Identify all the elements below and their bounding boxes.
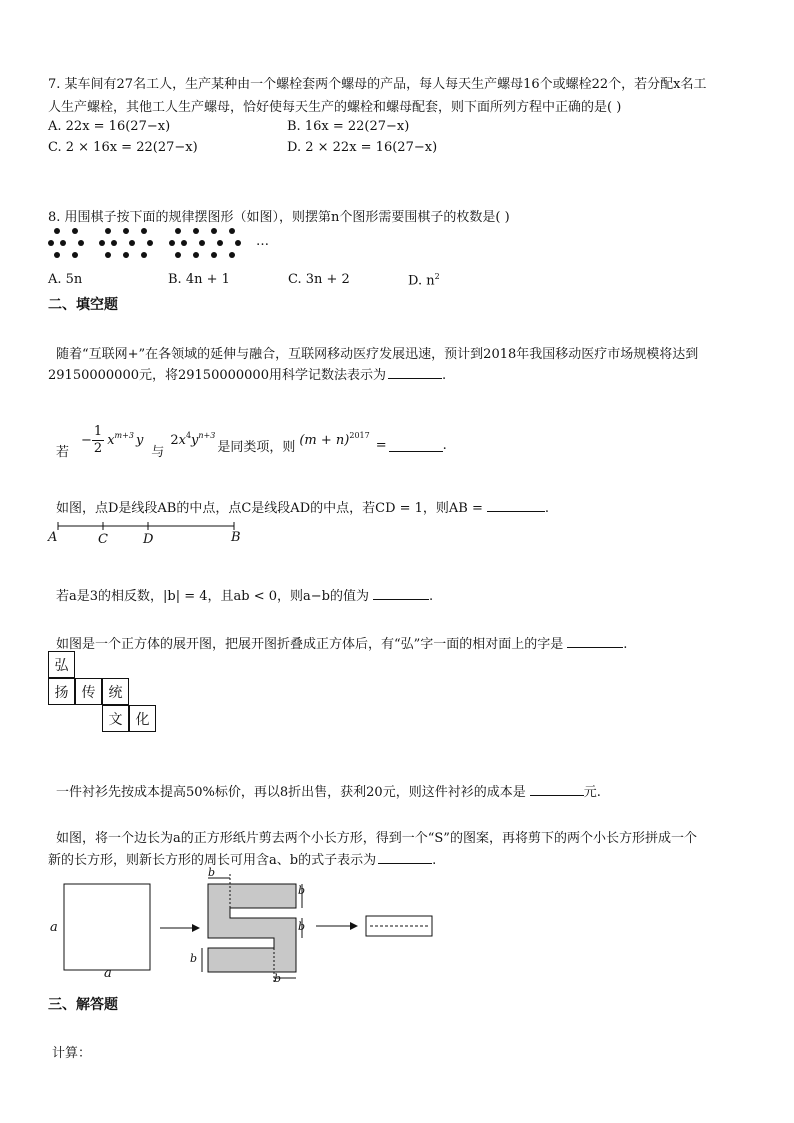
f2-statement: 若 − $\frac{1}{2}$ x $^{m+3}$ y 与 2 x $^4$ y $^{n+3}$ 是同类项，则 (m + n) $^{2017}$ = . [56,423,447,460]
go-stone [54,228,60,234]
go-stone [111,240,117,246]
go-stone [211,252,217,258]
q7-stem-line2: 人生产螺栓，其他工人生产螺母，恰好使每天生产的螺栓和螺母配套，则下面所列方程中正确的是( ) [48,100,622,115]
go-stone [211,228,217,234]
cube-face-hua: 化 [129,705,156,732]
f3-statement: 如图，点D是线段AB的中点，点C是线段AD的中点，若CD = 1，则AB = . [56,501,550,516]
q7-option-a: A. 22x = 16(27−x) [48,119,171,134]
f6-statement: 一件衬衫先按成本提高50%标价，再以8折出售，获利20元，则这件衬衫的成本是 元. [56,785,601,800]
go-stone [105,228,111,234]
q8-option-a: A. 5n [48,272,83,287]
s-shape [208,884,296,972]
go-stone [99,240,105,246]
go-stone [199,240,205,246]
go-stone [54,252,60,258]
answer-blank [487,499,545,512]
square-a [64,884,150,970]
answer-blank [378,851,432,864]
point-label-a: A [48,530,58,545]
q8-option-d: D. $n^2$ [408,272,440,289]
q7-option-b: B. 16x = 22(27−x) [287,119,410,134]
cube-face-chuan: 传 [75,678,102,705]
section-title-fill-in: 二、填空题 [48,297,118,313]
go-stone [229,252,235,258]
q8-option-b: B. 4n + 1 [168,272,230,287]
go-stones-pattern [48,226,258,262]
f1-line2: 29150000000元，将29150000000用科学记数法表示为 . [48,368,447,383]
go-stone [60,240,66,246]
go-stone [217,240,223,246]
go-stone [169,240,175,246]
point-label-b: B [231,530,241,545]
arrow-head [192,924,200,932]
answer-blank [389,439,443,452]
go-stone [72,228,78,234]
section-title-answer: 三、解答题 [48,997,118,1013]
q7-option-c: C. 2 × 16x = 22(27−x) [48,140,198,155]
go-stone [141,252,147,258]
q8-option-c: C. 3n + 2 [288,272,350,287]
go-stone [78,240,84,246]
answer-blank [388,366,442,379]
label-b-right1: b [298,884,306,897]
go-stone [175,228,181,234]
calc-label: 计算： [52,1046,92,1061]
go-stone [141,228,147,234]
label-b-bottom: b [274,972,282,985]
label-a-bottom: a [104,966,112,981]
go-stone [123,228,129,234]
cube-face-hong: 弘 [48,651,75,678]
go-stone [123,252,129,258]
f7-line2: 新的长方形，则新长方形的周长可用含a、b的式子表示为 . [48,853,437,868]
point-label-d: D [143,532,154,547]
cube-face-yang: 扬 [48,678,75,705]
go-stone [129,240,135,246]
label-b-right2: b [298,920,306,933]
cube-face-wen: 文 [102,705,129,732]
go-stone [48,240,54,246]
go-stone [147,240,153,246]
f5-statement: 如图是一个正方体的展开图，把展开图折叠成正方体后，有“弘”字一面的相对面上的字是 . [56,637,628,652]
f7-line1: 如图，将一个边长为a的正方形纸片剪去两个小长方形，得到一个“S”的图案，再将剪下的两个小长方形拼成一个 [56,831,697,846]
go-stone [175,252,181,258]
cube-face-tong: 统 [102,678,129,705]
answer-blank [567,635,623,648]
label-b-top: b [208,866,216,879]
point-label-c: C [98,532,108,547]
answer-blank [373,587,429,600]
q8-ellipsis: … [256,234,269,249]
go-stone [72,252,78,258]
cube-net [48,651,160,747]
label-b-left: b [190,952,198,965]
go-stone [181,240,187,246]
label-a-side: a [50,920,58,935]
go-stone [229,228,235,234]
q7-option-d: D. 2 × 22x = 16(27−x) [287,140,438,155]
go-stone [235,240,241,246]
q8-stem: 8. 用围棋子按下面的规律摆图形（如图），则摆第n个图形需要围棋子的枚数是( ) [48,210,510,225]
go-stone [193,228,199,234]
fraction-one-half: $\frac{1}{2}$ [93,423,103,456]
f4-statement: 若a是3的相反数，|b| = 4，且ab < 0，则a−b的值为 . [56,589,434,604]
answer-blank [530,783,584,796]
go-stone [105,252,111,258]
go-stone [193,252,199,258]
arrow-head [350,922,358,930]
f1-line1: 随着“互联网+”在各领域的延伸与融合，互联网移动医疗发展迅速，预计到2018年我国移动医疗市场规模将达到 [56,347,699,362]
q7-stem-line1: 7. 某车间有27名工人，生产某种由一个螺栓套两个螺母的产品，每人每天生产螺母16个或螺栓22个，若分配x名工 [48,77,707,92]
